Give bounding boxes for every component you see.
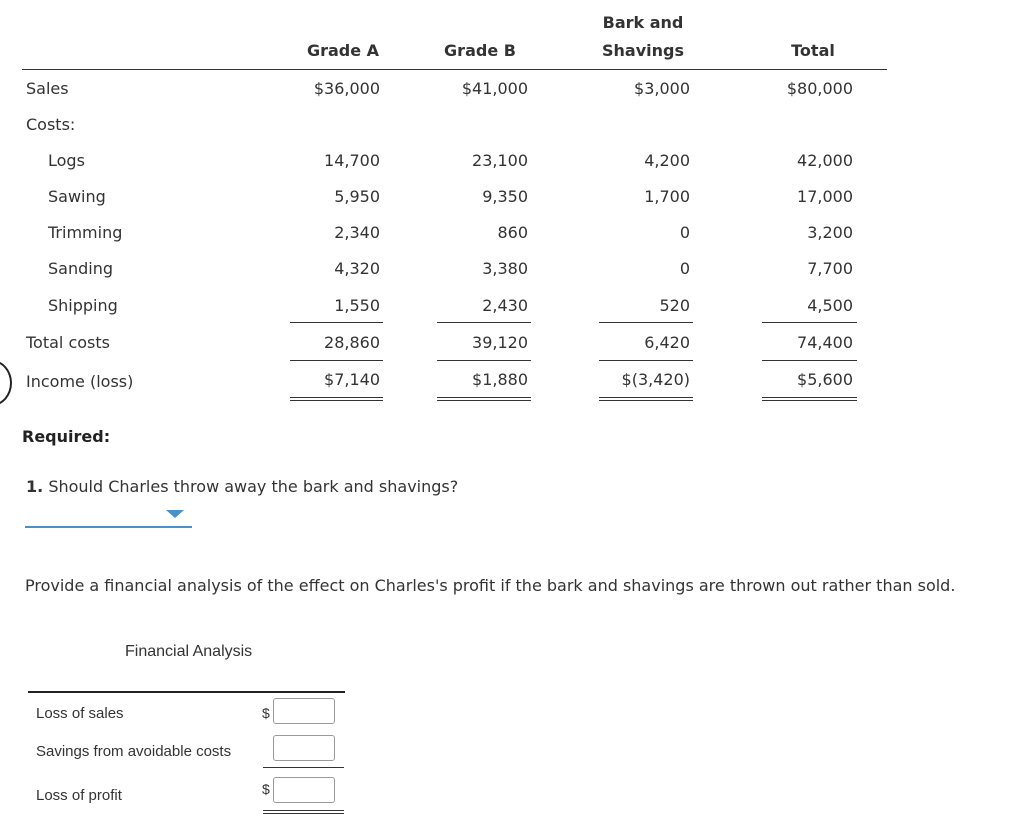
cell-trimming-total: 3,200: [807, 223, 853, 242]
fa-label-savings-avoidable: Savings from avoidable costs: [36, 743, 232, 760]
loss-of-profit-input[interactable]: [273, 777, 335, 803]
cell-total-costs-total: 74,400: [797, 333, 853, 352]
cell-sawing-b: 9,350: [482, 187, 528, 206]
total-line-total: [762, 360, 857, 361]
cell-income-c: $(3,420): [621, 370, 690, 389]
row-label-total-costs: Total costs: [26, 333, 110, 352]
instruction-text: Provide a financial analysis of the effect on Charles's profit if the bark and shavings are thrown out rather than sold.: [25, 576, 956, 595]
cell-sales-b: $41,000: [461, 79, 528, 98]
header-grade-a: Grade A: [306, 41, 380, 60]
cell-logs-c: 4,200: [644, 151, 690, 170]
row-label-trimming: Trimming: [48, 223, 123, 242]
cell-sawing-a: 5,950: [334, 187, 380, 206]
double-line-b: [437, 397, 531, 401]
row-label-logs: Logs: [48, 151, 85, 170]
double-line-c: [599, 397, 693, 401]
cell-sanding-total: 7,700: [807, 259, 853, 278]
cell-sales-total: $80,000: [786, 79, 853, 98]
cell-total-costs-b: 39,120: [472, 333, 528, 352]
edge-circle-marker: [0, 360, 12, 406]
cell-sanding-a: 4,320: [334, 259, 380, 278]
fa-label-loss-of-sales: Loss of sales: [36, 705, 124, 722]
required-heading: Required:: [22, 427, 111, 446]
row-label-shipping: Shipping: [48, 296, 118, 315]
fa-double-line: [263, 810, 344, 814]
cell-shipping-b: 2,430: [482, 296, 528, 315]
double-line-total: [762, 397, 857, 401]
cell-logs-b: 23,100: [472, 151, 528, 170]
question-1: [26, 477, 458, 497]
cell-trimming-b: 860: [497, 223, 528, 242]
double-line-a: [290, 397, 383, 401]
cell-total-costs-a: 28,860: [324, 333, 380, 352]
cell-shipping-total: 4,500: [807, 296, 853, 315]
cell-total-costs-c: 6,420: [644, 333, 690, 352]
cell-sawing-total: 17,000: [797, 187, 853, 206]
question-1-text: Should Charles throw away the bark and shavings?: [48, 477, 459, 496]
cell-sales-c: $3,000: [634, 79, 690, 98]
cell-trimming-a: 2,340: [334, 223, 380, 242]
cell-sanding-b: 3,380: [482, 259, 528, 278]
row-label-costs: Costs:: [26, 115, 76, 134]
chevron-down-icon: [166, 510, 184, 518]
fa-header-rule: [28, 691, 345, 693]
answer-dropdown[interactable]: [25, 504, 192, 528]
savings-avoidable-costs-input[interactable]: [273, 735, 335, 761]
row-label-sanding: Sanding: [48, 259, 113, 278]
total-line-c: [599, 360, 693, 361]
header-total: Total: [791, 41, 835, 60]
loss-of-sales-input[interactable]: [273, 698, 335, 724]
financial-analysis-title: Financial Analysis: [125, 643, 253, 660]
cell-logs-total: 42,000: [797, 151, 853, 170]
question-1-number: 1.: [26, 477, 44, 496]
header-bark-line2: Shavings: [602, 41, 684, 60]
cell-shipping-c: 520: [659, 296, 690, 315]
subtotal-line-b: [437, 322, 531, 323]
total-line-a: [290, 360, 383, 361]
cell-income-b: $1,880: [472, 370, 528, 389]
header-bark-line1: Bark and: [602, 13, 684, 32]
cell-income-a: $7,140: [324, 370, 380, 389]
fa-label-loss-of-profit: Loss of profit: [36, 787, 122, 804]
fa-subtotal-line: [263, 767, 344, 768]
fa-dollar-3: $: [262, 781, 270, 797]
cell-trimming-c: 0: [679, 223, 690, 242]
cell-income-total: $5,600: [797, 370, 853, 389]
row-label-sales: Sales: [26, 79, 69, 98]
total-line-b: [437, 360, 531, 361]
cell-logs-a: 14,700: [324, 151, 380, 170]
cell-sawing-c: 1,700: [644, 187, 690, 206]
subtotal-line-c: [599, 322, 693, 323]
fa-dollar-1: $: [262, 705, 270, 721]
header-divider: [22, 69, 887, 70]
header-grade-b: Grade B: [444, 41, 516, 60]
row-label-income: Income (loss): [26, 372, 134, 391]
subtotal-line-total: [762, 322, 857, 323]
row-label-sawing: Sawing: [48, 187, 106, 206]
cell-sanding-c: 0: [679, 259, 690, 278]
subtotal-line-a: [290, 322, 383, 323]
cell-shipping-a: 1,550: [334, 296, 380, 315]
cell-sales-a: $36,000: [313, 79, 380, 98]
